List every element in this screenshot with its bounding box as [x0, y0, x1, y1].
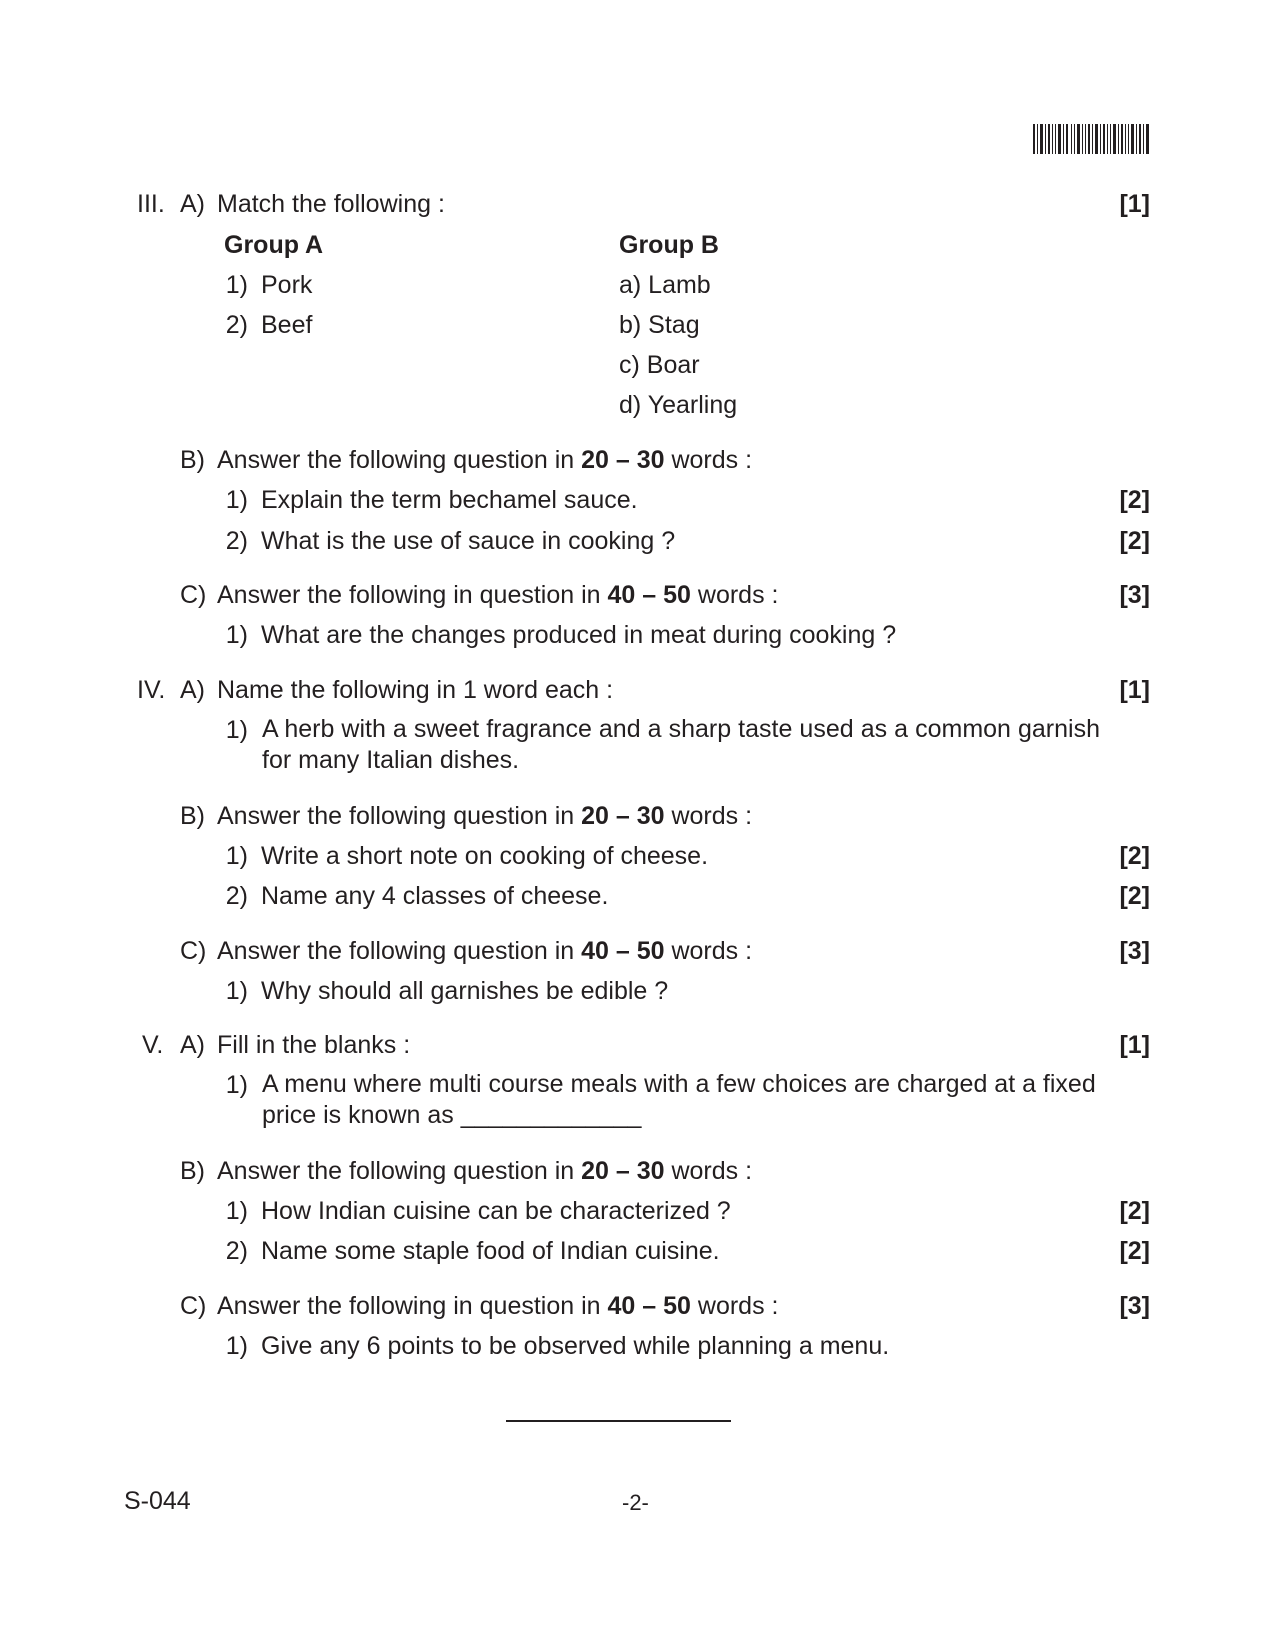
sub-question: A herb with a sweet fragrance and a sharp taste used as a common garnish for many Italian dishes.	[262, 715, 1100, 774]
sub-question: What are the changes produced in meat during cooking ?	[261, 621, 897, 649]
marks-label: [1]	[1119, 1031, 1150, 1059]
item-number: 1)	[225, 621, 248, 649]
question-letter: B)	[180, 802, 205, 830]
question-text: Answer the following question in 20 – 30 words :	[217, 1157, 753, 1185]
sub-question: Explain the term bechamel sauce.	[261, 486, 638, 514]
marks-label: [2]	[1119, 486, 1150, 514]
question-letter: A)	[180, 676, 205, 704]
item-number: 1)	[225, 1197, 248, 1225]
group-a-heading: Group A	[224, 231, 324, 259]
marks-label: [3]	[1119, 937, 1150, 965]
paper-code: S-044	[124, 1487, 191, 1515]
item-number: 1)	[225, 977, 248, 1005]
sub-question: A menu where multi course meals with a few choices are charged at a fixed price is known as _____________	[262, 1070, 1096, 1129]
sub-question: Give any 6 points to be observed while planning a menu.	[261, 1332, 890, 1360]
marks-label: [1]	[1119, 190, 1150, 218]
group-a-item: Pork	[261, 271, 313, 299]
item-number: 2)	[225, 311, 248, 339]
marks-label: [2]	[1119, 1197, 1150, 1225]
group-a-item: Beef	[261, 311, 313, 339]
item-number: 1)	[225, 842, 248, 870]
item-number: 1)	[225, 1071, 248, 1099]
sub-question: How Indian cuisine can be characterized ?	[261, 1197, 731, 1225]
question-text: Answer the following question in 40 – 50 words :	[217, 937, 753, 965]
page-number: -2-	[622, 1490, 649, 1515]
group-b-heading: Group B	[619, 231, 719, 259]
question-text: Fill in the blanks :	[217, 1031, 411, 1059]
group-b-item: d) Yearling	[619, 391, 738, 419]
sub-question: Name any 4 classes of cheese.	[261, 882, 609, 910]
marks-label: [2]	[1119, 1237, 1150, 1265]
sub-question: Name some staple food of Indian cuisine.	[261, 1237, 720, 1265]
section-numeral: V.	[142, 1031, 164, 1059]
item-number: 1)	[225, 1332, 248, 1360]
marks-label: [2]	[1119, 882, 1150, 910]
question-letter: C)	[180, 581, 207, 609]
item-number: 2)	[225, 882, 248, 910]
question-letter: B)	[180, 446, 205, 474]
question-text: Name the following in 1 word each :	[217, 676, 614, 704]
marks-label: [2]	[1119, 527, 1150, 555]
item-number: 1)	[225, 716, 248, 744]
question-text: Match the following :	[217, 190, 445, 218]
end-divider	[506, 1420, 731, 1422]
item-number: 2)	[225, 1237, 248, 1265]
item-number: 1)	[225, 271, 248, 299]
sub-question: Why should all garnishes be edible ?	[261, 977, 669, 1005]
marks-label: [3]	[1119, 581, 1150, 609]
marks-label: [1]	[1119, 676, 1150, 704]
marks-label: [3]	[1119, 1292, 1150, 1320]
item-number: 1)	[225, 486, 248, 514]
question-letter: A)	[180, 190, 205, 218]
group-b-item: c) Boar	[619, 351, 700, 379]
item-number: 2)	[225, 527, 248, 555]
question-text: Answer the following question in 20 – 30 words :	[217, 446, 753, 474]
question-text: Answer the following question in 20 – 30 words :	[217, 802, 753, 830]
sub-question: Write a short note on cooking of cheese.	[261, 842, 709, 870]
question-letter: C)	[180, 937, 207, 965]
question-letter: B)	[180, 1157, 205, 1185]
group-b-item: b) Stag	[619, 311, 700, 339]
question-text: Answer the following in question in 40 – 50 words :	[217, 581, 779, 609]
question-text: Answer the following in question in 40 – 50 words :	[217, 1292, 779, 1320]
section-numeral: III.	[137, 190, 165, 218]
question-letter: A)	[180, 1031, 205, 1059]
sub-question: What is the use of sauce in cooking ?	[261, 527, 676, 555]
barcode-image	[1033, 124, 1149, 154]
question-letter: C)	[180, 1292, 207, 1320]
section-numeral: IV.	[137, 676, 166, 704]
marks-label: [2]	[1119, 842, 1150, 870]
group-b-item: a) Lamb	[619, 271, 711, 299]
